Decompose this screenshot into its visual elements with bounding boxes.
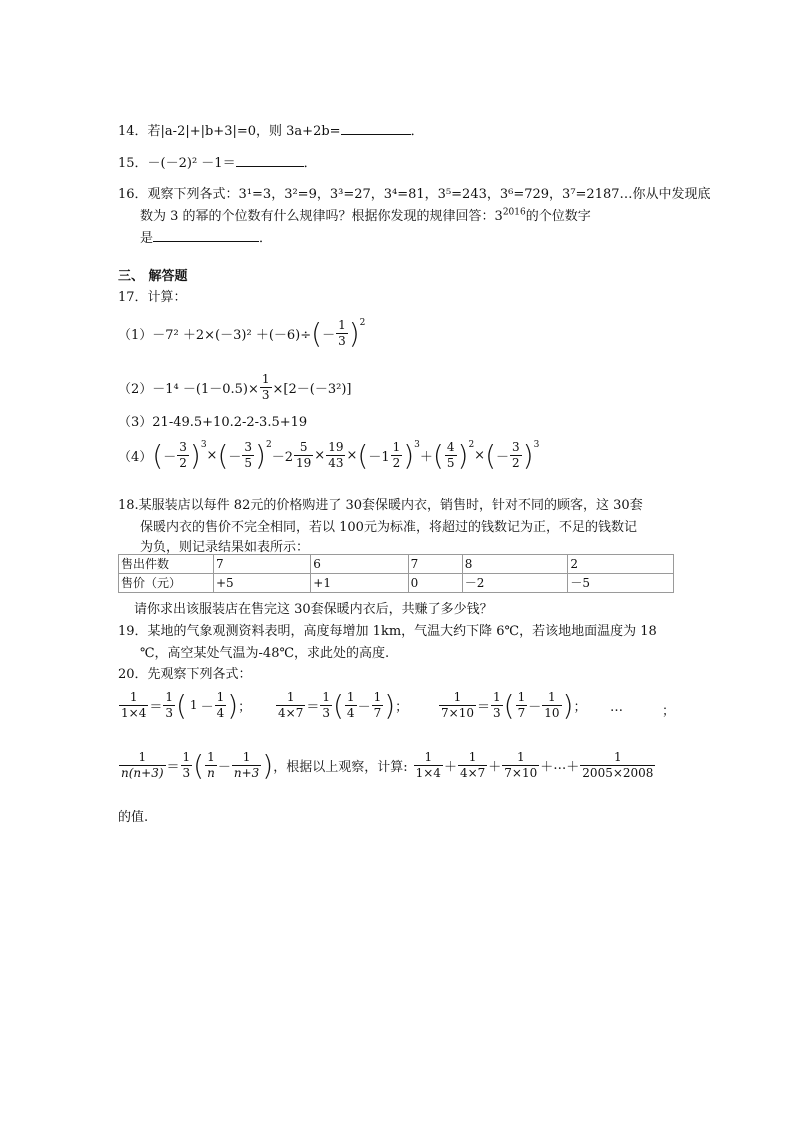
q17-title: 17．计算：	[118, 290, 187, 305]
q14: 14．若|a-2|+|b+3|=0，则 3a+2b= ．	[118, 124, 424, 139]
q18-line3: 为负，则记录结果如表所示：	[140, 540, 310, 555]
q18-line1: 18.某服装店以每件 82元的价格购进了 30套保暖内衣，销售时，针对不同的顾客，这 30套	[118, 498, 643, 513]
table-row: 售出件数 7 6 7 8 2	[119, 555, 674, 574]
q15: 15．－(－2)² －1＝ ．	[118, 156, 317, 171]
q20-formula-2: $\frac{1}{4\times 7}$ ＝ $\frac{1}{3}$ ( $\frac{1}{4}$ － $\frac{1}{7}$ ) ；	[278, 688, 409, 722]
answer-blank[interactable]	[236, 154, 304, 167]
fraction: $\frac{1}{3}$	[261, 372, 270, 402]
q20-end: 的值.	[118, 810, 149, 825]
q17-part1: （1） －7² ＋2×(－3)² ＋(－6)÷ ( － $\frac{1}{3}$ ) 2	[118, 316, 366, 350]
q19-line2: ℃，高空某处气温为-48℃，求此处的高度.	[140, 646, 390, 661]
q17-part2: （2） －1⁴ －(1－0.5)× $\frac{1}{3}$ ×[2－(－3²)]	[118, 372, 352, 402]
answer-blank[interactable]	[153, 229, 259, 242]
q14-text: 14．若|a-2|+|b+3|=0，则 3a+2b=	[118, 124, 341, 139]
q20-formula-1: $\frac{1}{1\times 4}$ ＝ $\frac{1}{3}$ ( 1 － $\frac{1}{4}$ ) ；	[121, 688, 252, 722]
answer-blank[interactable]	[341, 122, 411, 135]
q20-title: 20．先观察下列各式：	[118, 667, 252, 682]
ellipsis: …	[610, 700, 623, 715]
q16-line1: 16．观察下列各式：3¹=3，3²=9，3³=27，3⁴=81，3⁵=243，3⁶=729，3⁷=2187…你从中发现底	[118, 187, 711, 202]
q18-question: 请你求出该服装店在售完这 30套保暖内衣后，共赚了多少钱？	[134, 602, 493, 617]
q15-expression: －(－2)² －1＝	[147, 156, 236, 171]
fraction: $\frac{1}{3}$	[338, 318, 346, 348]
q20-general-formula: $\frac{1}{n(n+3)}$ ＝ $\frac{1}{3}$ ( $\frac{1}{n}$ － $\frac{1}{n+3}$ ) ，根据以上观察，计算: $\frac{1}{1\times 4}$ ＋ $\frac{1}{4\times 7}$ ＋ $\frac{1}{7\times 10}$ ＋ … ＋ $\frac{1}{2005\times 2008}$	[121, 748, 654, 782]
q20-formula-3: $\frac{1}{7\times 10}$ ＝ $\frac{1}{3}$ ( $\frac{1}{7}$ － $\frac{1}{10}$ ) ；	[441, 688, 587, 722]
section-title: 三、 解答题	[118, 269, 188, 284]
table-row: 售价（元） +5 +1 0 －2 －5	[119, 574, 674, 593]
q16-line3: 是 ．	[140, 231, 273, 246]
sales-record-table	[118, 554, 674, 593]
q19-line1: 19．某地的气象观测资料表明，高度每增加 1km，气温大约下降 6℃，若该地地面温度为 18	[118, 624, 657, 639]
q17-part4: （4） ( － $\frac{3}{2}$ ) 3 × ( － $\frac{3}{5}$ ) 2 －2 $\frac{5}{19}$ × $\frac{19}{43}$ × ( －1 $\frac{1}{2}$ ) 3 ＋ ( $\frac{4}{5}$ ) 2 × ( － $\frac{3}{2}$ ) 3	[118, 438, 540, 472]
q18-line2: 保暖内衣的售价不完全相同，若以 100元为标准，将超过的钱数记为正，不足的钱数记	[140, 520, 637, 535]
q17-part3: （3）21-49.5+10.2-2-3.5+19	[118, 415, 308, 430]
q16-line2: 数为 3 的幂的个位数有什么规律吗？根据你发现的规律回答：$3^{2016}$的个位数字	[140, 207, 591, 224]
